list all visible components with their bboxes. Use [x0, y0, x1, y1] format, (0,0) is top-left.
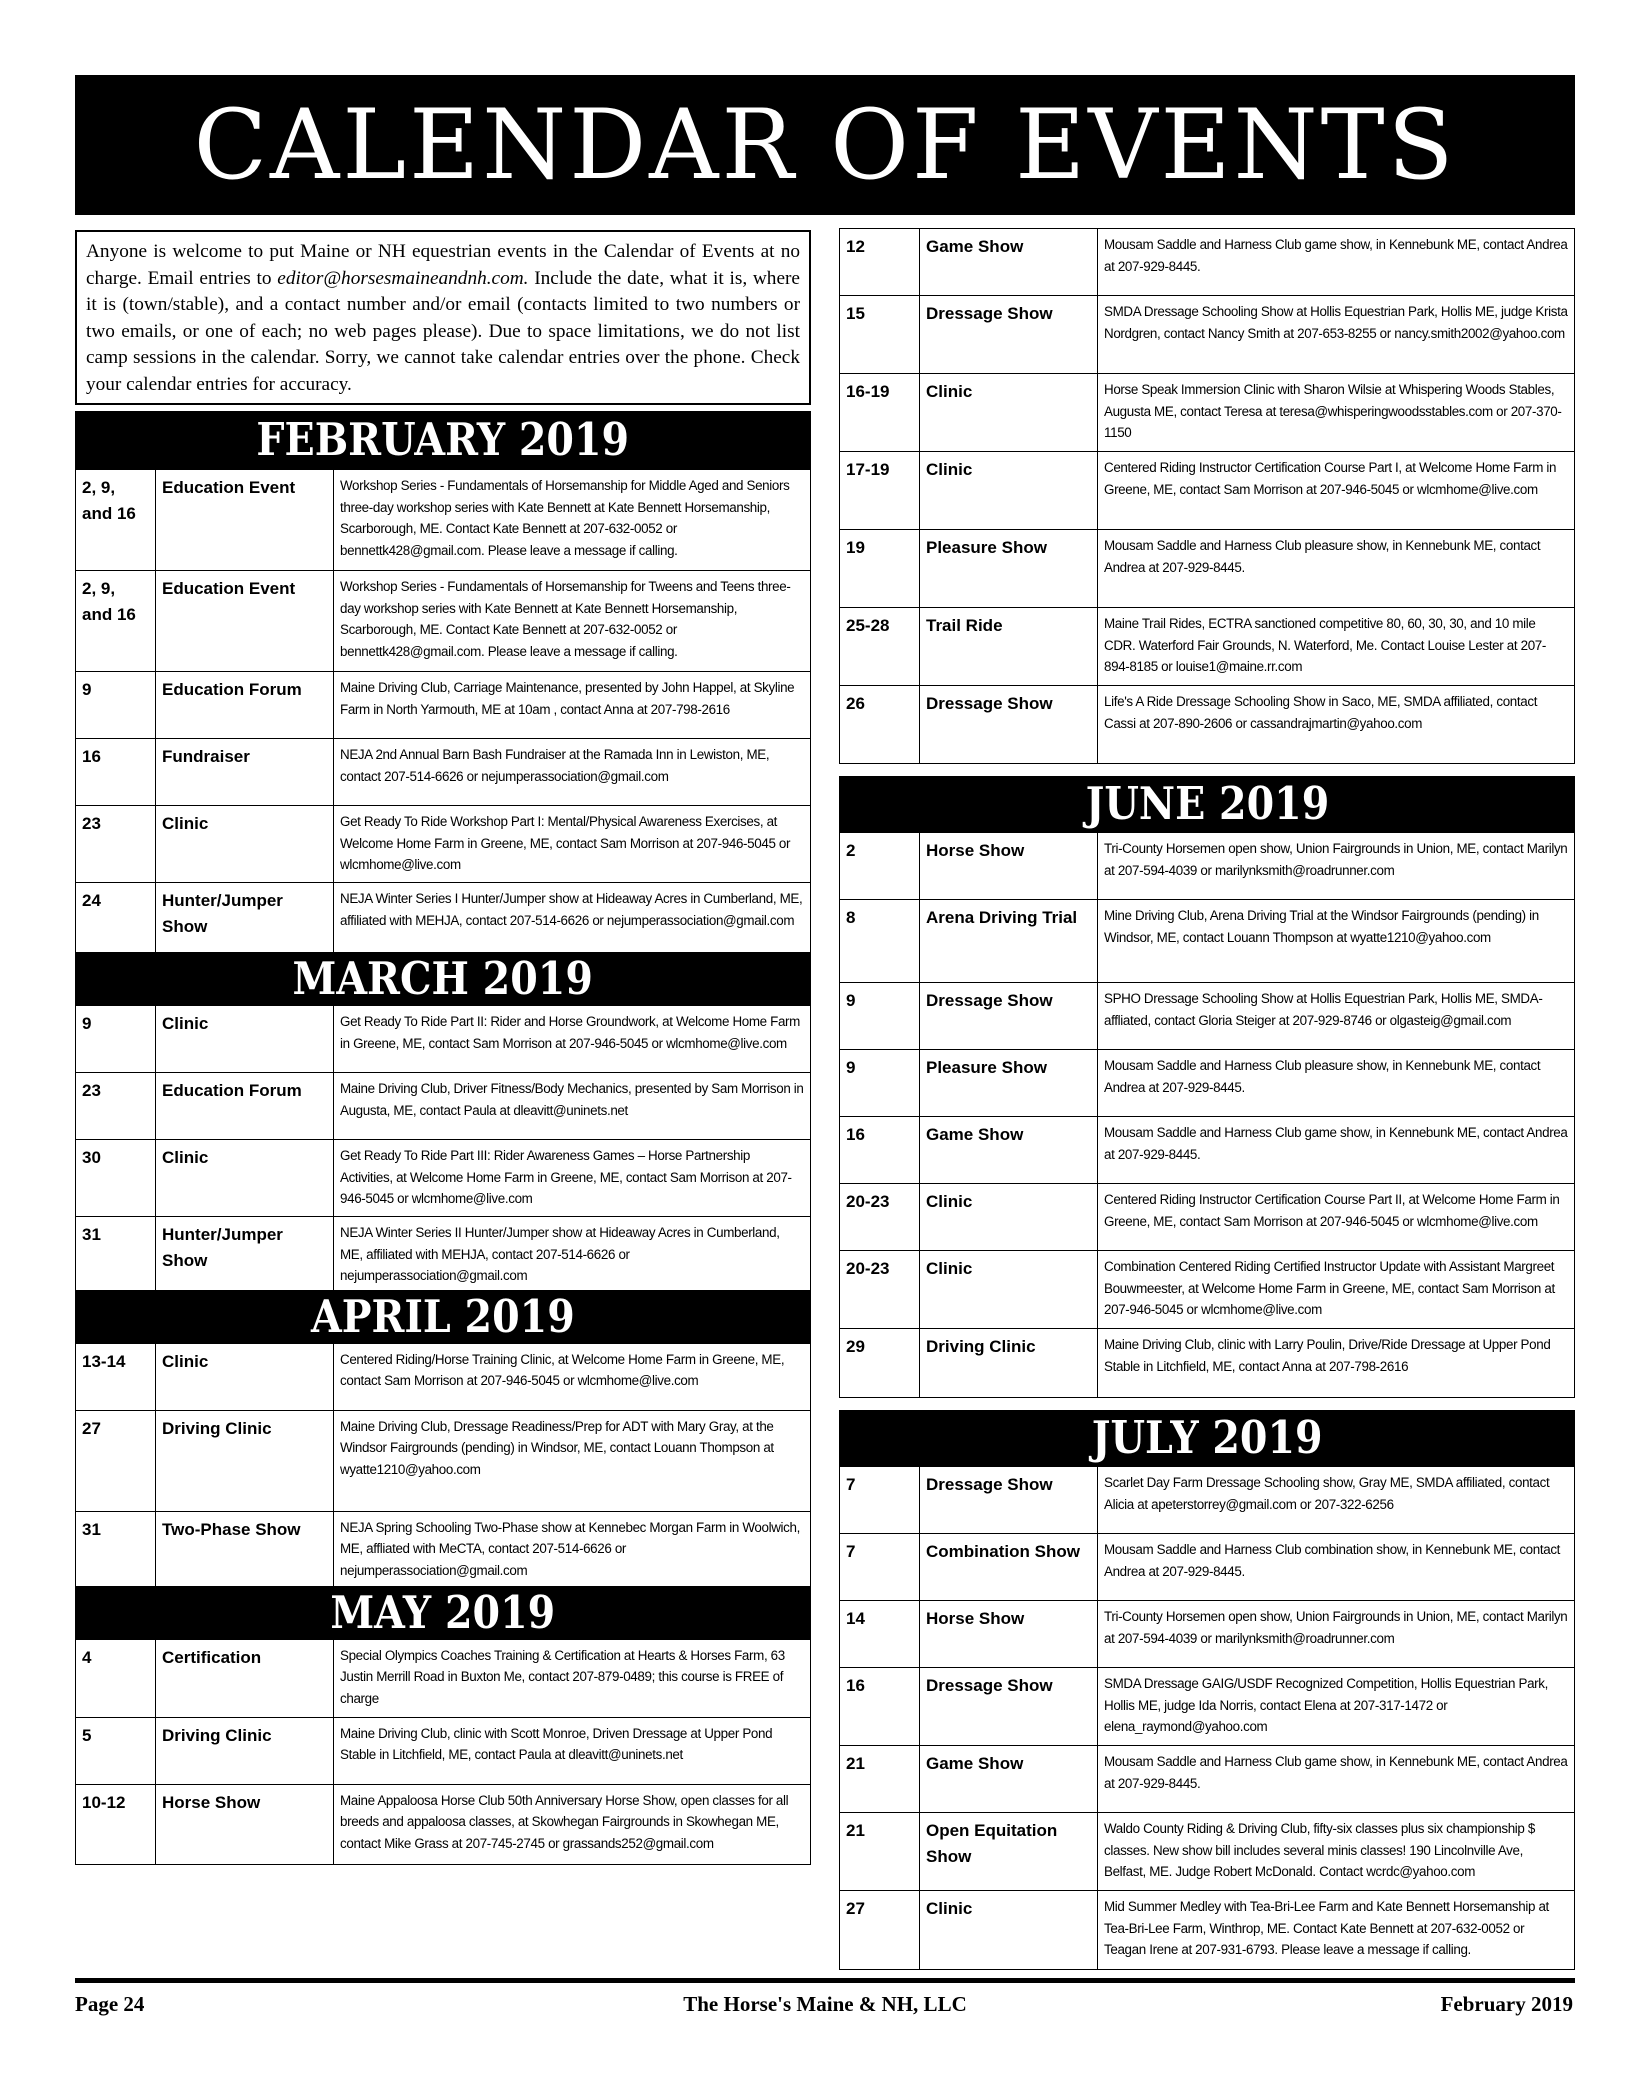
event-row	[840, 1668, 1575, 1746]
event-date: 2	[840, 833, 920, 900]
event-type: Clinic	[920, 1251, 1098, 1329]
event-description: Get Ready To Ride Part III: Rider Awareness Games – Horse Partnership Activities, at Welcome Home Farm in Greene, ME, contact Sam Morrison at 207-946-5045 or wlcmhome@live.com	[334, 1140, 811, 1217]
event-date: 17-19	[840, 452, 920, 530]
event-date: 9	[76, 1006, 156, 1073]
event-date: 7	[840, 1467, 920, 1534]
event-type: Education Event	[156, 470, 334, 571]
event-type: Clinic	[920, 374, 1098, 452]
month-title: MARCH 2019	[292, 952, 594, 1005]
events-table	[839, 228, 1575, 764]
month-title: JUNE 2019	[1085, 777, 1329, 830]
event-type: Open Equitation Show	[920, 1813, 1098, 1891]
event-row	[76, 739, 811, 806]
event-description: NEJA 2nd Annual Barn Bash Fundraiser at the Ramada Inn in Lewiston, ME, contact 207-514-6626 or nejumperassociation@gmail.com	[334, 739, 811, 806]
event-type: Pleasure Show	[920, 1050, 1098, 1117]
intro-text-cont: Include the date, what it is, where it is (town/stable), and a contact number and/or email (contacts limited to two numbers or two emails, or one of each; no web pages please). Due to space limitations, we do not list camp sessions in the calendar. Sorry, we cannot take calendar entries over the phone. Check your calendar entries for accuracy.	[86, 267, 800, 395]
month-header	[75, 1587, 811, 1639]
event-description: Maine Driving Club, clinic with Scott Monroe, Driven Dressage at Upper Pond Stable in Litchfield, ME, contact Paula at dleavitt@uninets.net	[334, 1717, 811, 1784]
event-row	[840, 452, 1575, 530]
event-type: Education Forum	[156, 672, 334, 739]
event-description: Combination Centered Riding Certified Instructor Update with Assistant Margreet Bouwmeester, at Welcome Home Farm in Greene, ME, contact Sam Morrison at 207-946-5045 or wlcmhome@live.com	[1098, 1251, 1575, 1329]
month-header	[75, 411, 811, 469]
event-row	[76, 1410, 811, 1511]
event-row	[76, 1717, 811, 1784]
month-title: MAY 2019	[330, 1585, 556, 1639]
event-description: Maine Trail Rides, ECTRA sanctioned competitive 80, 60, 30, 30, and 10 mile CDR. Waterford Fair Grounds, N. Waterford, Me. Contact Louise Lester at 207-894-8185 or louise1@maine.rr.com	[1098, 608, 1575, 686]
event-date: 29	[840, 1329, 920, 1398]
event-date: 16-19	[840, 374, 920, 452]
event-row	[840, 229, 1575, 296]
left-column	[75, 230, 811, 1865]
event-row	[76, 672, 811, 739]
event-description: NEJA Spring Schooling Two-Phase show at Kennebec Morgan Farm in Woolwich, ME, affliated with MeCTA, contact 207-514-6626 or nejumperassociation@gmail.com	[334, 1511, 811, 1586]
event-type: Clinic	[920, 1891, 1098, 1970]
event-date: 13-14	[76, 1343, 156, 1410]
events-table	[75, 469, 811, 953]
event-type: Two-Phase Show	[156, 1511, 334, 1586]
event-type: Dressage Show	[920, 983, 1098, 1050]
event-description: Mousam Saddle and Harness Club game show, in Kennebunk ME, contact Andrea at 207-929-8445.	[1098, 229, 1575, 296]
events-table	[75, 1005, 811, 1291]
event-date: 20-23	[840, 1184, 920, 1251]
event-date: 16	[840, 1117, 920, 1184]
event-date: 14	[840, 1601, 920, 1668]
event-row	[76, 1639, 811, 1717]
footer-publication: The Horse's Maine & NH, LLC	[683, 1992, 967, 2016]
event-description: Mousam Saddle and Harness Club pleasure show, in Kennebunk ME, contact Andrea at 207-929-8445.	[1098, 530, 1575, 608]
event-row	[840, 530, 1575, 608]
event-type: Combination Show	[920, 1534, 1098, 1601]
event-description: Maine Driving Club, Carriage Maintenance, presented by John Happel, at Skyline Farm in North Yarmouth, ME at 10am , contact Anna at 207-798-2616	[334, 672, 811, 739]
event-description: Maine Appaloosa Horse Club 50th Anniversary Horse Show, open classes for all breeds and appaloosa classes, at Skowhegan Fairgrounds in Skowhegan ME, contact Mike Grass at 207-745-2745 or grassands252@gmail.com	[334, 1784, 811, 1864]
event-type: Driving Clinic	[920, 1329, 1098, 1398]
event-date: 27	[840, 1891, 920, 1970]
event-row	[76, 1784, 811, 1864]
event-description: Centered Riding Instructor Certification Course Part I, at Welcome Home Farm in Greene, ME, contact Sam Morrison at 207-946-5045 or wlcmhome@live.com	[1098, 452, 1575, 530]
event-row	[840, 1117, 1575, 1184]
event-description: Maine Driving Club, Dressage Readiness/Prep for ADT with Mary Gray, at the Windsor Fairgrounds (pending) in Windsor, ME, contact Louann Thompson at wyatte1210@yahoo.com	[334, 1410, 811, 1511]
event-type: Clinic	[156, 1343, 334, 1410]
event-description: SPHO Dressage Schooling Show at Hollis Equestrian Park, Hollis ME, SMDA-affliated, contact Gloria Steiger at 207-929-8746 or olgasteig@gmail.com	[1098, 983, 1575, 1050]
event-date: 25-28	[840, 608, 920, 686]
event-description: Maine Driving Club, clinic with Larry Poulin, Drive/Ride Dressage at Upper Pond Stable in Litchfield, ME, contact Anna at 207-798-2616	[1098, 1329, 1575, 1398]
event-date: 21	[840, 1746, 920, 1813]
event-row	[840, 1534, 1575, 1601]
event-row	[76, 806, 811, 883]
event-description: Scarlet Day Farm Dressage Schooling show, Gray ME, SMDA affiliated, contact Alicia at apeterstorrey@gmail.com or 207-322-6256	[1098, 1467, 1575, 1534]
event-date: 2, 9, and 16	[76, 470, 156, 571]
event-row	[840, 1251, 1575, 1329]
event-type: Game Show	[920, 1746, 1098, 1813]
event-row	[76, 883, 811, 953]
event-description: Centered Riding Instructor Certification Course Part II, at Welcome Home Farm in Greene, ME, contact Sam Morrison at 207-946-5045 or wlcmhome@live.com	[1098, 1184, 1575, 1251]
right-top-events	[839, 228, 1575, 764]
event-row	[840, 608, 1575, 686]
event-date: 9	[840, 983, 920, 1050]
event-type: Certification	[156, 1639, 334, 1717]
event-date: 7	[840, 1534, 920, 1601]
event-description: Maine Driving Club, Driver Fitness/Body Mechanics, presented by Sam Morrison in Augusta, ME, contact Paula at dleavitt@uninets.net	[334, 1073, 811, 1140]
event-type: Hunter/Jumper Show	[156, 1217, 334, 1291]
event-description: Tri-County Horsemen open show, Union Fairgrounds in Union, ME, contact Marilyn at 207-594-4039 or marilynksmith@roadrunner.com	[1098, 833, 1575, 900]
event-date: 8	[840, 900, 920, 983]
event-description: Special Olympics Coaches Training & Certification at Hearts & Horses Farm, 63 Justin Merrill Road in Buxton Me, contact 207-879-0489; this course is FREE of charge	[334, 1639, 811, 1717]
event-description: Centered Riding/Horse Training Clinic, at Welcome Home Farm in Greene, ME, contact Sam Morrison at 207-946-5045 or wlcmhome@live.com	[334, 1343, 811, 1410]
event-type: Horse Show	[156, 1784, 334, 1864]
footer-date: February 2019	[1440, 1992, 1573, 2016]
event-type: Dressage Show	[920, 686, 1098, 764]
intro-text: Anyone is welcome to put Maine or NH equestrian events in the Calendar of Events at no charge. Email entries to	[86, 241, 800, 289]
event-type: Clinic	[920, 1184, 1098, 1251]
event-date: 5	[76, 1717, 156, 1784]
footer-page-number: Page 24	[75, 1992, 145, 2016]
event-description: Mousam Saddle and Harness Club combination show, in Kennebunk ME, contact Andrea at 207-929-8445.	[1098, 1534, 1575, 1601]
event-type: Arena Driving Trial	[920, 900, 1098, 983]
events-table	[75, 1343, 811, 1587]
event-description: Get Ready To Ride Part II: Rider and Horse Groundwork, at Welcome Home Farm in Greene, ME, contact Sam Morrison at 207-946-5045 or wlcmhome@live.com	[334, 1006, 811, 1073]
events-table	[75, 1639, 811, 1865]
events-table	[839, 832, 1575, 1398]
event-row	[840, 1329, 1575, 1398]
event-date: 12	[840, 229, 920, 296]
event-type: Education Forum	[156, 1073, 334, 1140]
event-description: Mine Driving Club, Arena Driving Trial at the Windsor Fairgrounds (pending) in Windsor, ME, contact Louann Thompson at wyatte1210@yahoo.com	[1098, 900, 1575, 983]
event-description: Tri-County Horsemen open show, Union Fairgrounds in Union, ME, contact Marilyn at 207-594-4039 or marilynksmith@roadrunner.com	[1098, 1601, 1575, 1668]
event-row	[840, 1891, 1575, 1970]
event-date: 31	[76, 1511, 156, 1586]
event-type: Trail Ride	[920, 608, 1098, 686]
event-row	[840, 374, 1575, 452]
footer-rule	[75, 1978, 1575, 1983]
month-title: FEBRUARY 2019	[256, 413, 630, 466]
event-date: 27	[76, 1410, 156, 1511]
event-type: Dressage Show	[920, 1467, 1098, 1534]
event-type: Dressage Show	[920, 1668, 1098, 1746]
event-description: Mid Summer Medley with Tea-Bri-Lee Farm and Kate Bennett Horsemanship at Tea-Bri-Lee Farm, Winthrop, ME. Contact Kate Bennett at 207-632-0052 or Teagan Irene at 207-931-6793. Please leave a message if calling.	[1098, 1891, 1575, 1970]
event-type: Driving Clinic	[156, 1410, 334, 1511]
event-date: 20-23	[840, 1251, 920, 1329]
event-row	[76, 1006, 811, 1073]
event-type: Clinic	[156, 806, 334, 883]
event-description: Horse Speak Immersion Clinic with Sharon Wilsie at Whispering Woods Stables, Augusta ME, contact Teresa at teresa@whisperingwoodsstables.com or 207-370-1150	[1098, 374, 1575, 452]
event-type: Dressage Show	[920, 296, 1098, 374]
event-row	[840, 833, 1575, 900]
event-type: Clinic	[920, 452, 1098, 530]
event-date: 16	[840, 1668, 920, 1746]
event-date: 15	[840, 296, 920, 374]
event-date: 24	[76, 883, 156, 953]
event-row	[76, 1511, 811, 1586]
event-date: 30	[76, 1140, 156, 1217]
event-date: 21	[840, 1813, 920, 1891]
event-description: Workshop Series - Fundamentals of Horsemanship for Tweens and Teens three-day workshop series with Kate Bennett at Kate Bennett Horsemanship, Scarborough, ME. Contact Kate Bennett at 207-632-0052 or bennettk428@gmail.com. Please leave a message if calling.	[334, 571, 811, 672]
event-description: Life's A Ride Dressage Schooling Show in Saco, ME, SMDA affiliated, contact Cassi at 207-890-2606 or cassandrajmartin@yahoo.com	[1098, 686, 1575, 764]
event-row	[840, 296, 1575, 374]
intro-email-link[interactable]: editor@horsesmaineandnh.com.	[277, 267, 529, 289]
event-type: Clinic	[156, 1140, 334, 1217]
event-date: 2, 9, and 16	[76, 571, 156, 672]
right-months	[839, 764, 1575, 1970]
event-type: Education Event	[156, 571, 334, 672]
event-row	[840, 900, 1575, 983]
event-description: Mousam Saddle and Harness Club game show, in Kennebunk ME, contact Andrea at 207-929-8445.	[1098, 1117, 1575, 1184]
event-row	[76, 1343, 811, 1410]
event-type: Fundraiser	[156, 739, 334, 806]
event-type: Horse Show	[920, 833, 1098, 900]
event-date: 31	[76, 1217, 156, 1291]
left-months	[75, 405, 811, 1865]
event-row	[76, 571, 811, 672]
header-banner	[75, 75, 1575, 215]
event-description: Mousam Saddle and Harness Club pleasure show, in Kennebunk ME, contact Andrea at 207-929-8445.	[1098, 1050, 1575, 1117]
event-row	[840, 1184, 1575, 1251]
event-type: Pleasure Show	[920, 530, 1098, 608]
month-header	[75, 1291, 811, 1343]
event-description: NEJA Winter Series II Hunter/Jumper show at Hideaway Acres in Cumberland, ME, affiliated with MEHJA, contact 207-514-6626 or nejumperassociation@gmail.com	[334, 1217, 811, 1291]
event-type: Clinic	[156, 1006, 334, 1073]
event-row	[840, 1601, 1575, 1668]
event-type: Game Show	[920, 1117, 1098, 1184]
event-description: Mousam Saddle and Harness Club game show, in Kennebunk ME, contact Andrea at 207-929-8445.	[1098, 1746, 1575, 1813]
event-description: SMDA Dressage GAIG/USDF Recognized Competition, Hollis Equestrian Park, Hollis ME, judge Ida Norris, contact Elena at 207-317-1472 or elena_raymond@yahoo.com	[1098, 1668, 1575, 1746]
intro-box	[75, 230, 811, 405]
event-description: SMDA Dressage Schooling Show at Hollis Equestrian Park, Hollis ME, judge Krista Nordgren, contact Nancy Smith at 207-653-8255 or nancy.smith2002@yahoo.com	[1098, 296, 1575, 374]
event-row	[76, 470, 811, 571]
right-column	[839, 228, 1575, 1970]
page-title: CALENDAR OF EVENTS	[193, 89, 1457, 201]
event-type: Horse Show	[920, 1601, 1098, 1668]
event-date: 19	[840, 530, 920, 608]
event-date: 26	[840, 686, 920, 764]
event-row	[840, 1746, 1575, 1813]
event-row	[840, 1813, 1575, 1891]
event-row	[840, 686, 1575, 764]
event-description: Workshop Series - Fundamentals of Horsemanship for Middle Aged and Seniors three-day workshop series with Kate Bennett at Kate Bennett Horsemanship, Scarborough, ME. Contact Kate Bennett at 207-632-0052 or bennettk428@gmail.com. Please leave a message if calling.	[334, 470, 811, 571]
event-row	[76, 1073, 811, 1140]
event-row	[840, 1050, 1575, 1117]
event-description: Waldo County Riding & Driving Club, fifty-six classes plus six championship $ classes. New show bill includes several minis classes! 190 Lincolnville Ave, Belfast, ME. Judge Robert McDonald. Contact wcrdc@yahoo.com	[1098, 1813, 1575, 1891]
month-title: JULY 2019	[1091, 1411, 1323, 1464]
event-date: 9	[76, 672, 156, 739]
event-row	[76, 1140, 811, 1217]
event-type: Driving Clinic	[156, 1717, 334, 1784]
month-header	[839, 1410, 1575, 1466]
event-date: 10-12	[76, 1784, 156, 1864]
event-row	[76, 1217, 811, 1291]
event-type: Hunter/Jumper Show	[156, 883, 334, 953]
event-date: 23	[76, 1073, 156, 1140]
event-date: 23	[76, 806, 156, 883]
month-title: APRIL 2019	[311, 1289, 575, 1343]
event-row	[840, 983, 1575, 1050]
event-description: Get Ready To Ride Workshop Part I: Mental/Physical Awareness Exercises, at Welcome Home Farm in Greene, ME, contact Sam Morrison at 207-946-5045 or wlcmhome@live.com	[334, 806, 811, 883]
event-type: Game Show	[920, 229, 1098, 296]
event-description: NEJA Winter Series I Hunter/Jumper show at Hideaway Acres in Cumberland, ME, affiliated with MEHJA, contact 207-514-6626 or nejumperassociation@gmail.com	[334, 883, 811, 953]
event-date: 16	[76, 739, 156, 806]
month-header	[75, 953, 811, 1005]
event-date: 9	[840, 1050, 920, 1117]
events-table	[839, 1466, 1575, 1970]
month-header	[839, 776, 1575, 832]
event-date: 4	[76, 1639, 156, 1717]
event-row	[840, 1467, 1575, 1534]
